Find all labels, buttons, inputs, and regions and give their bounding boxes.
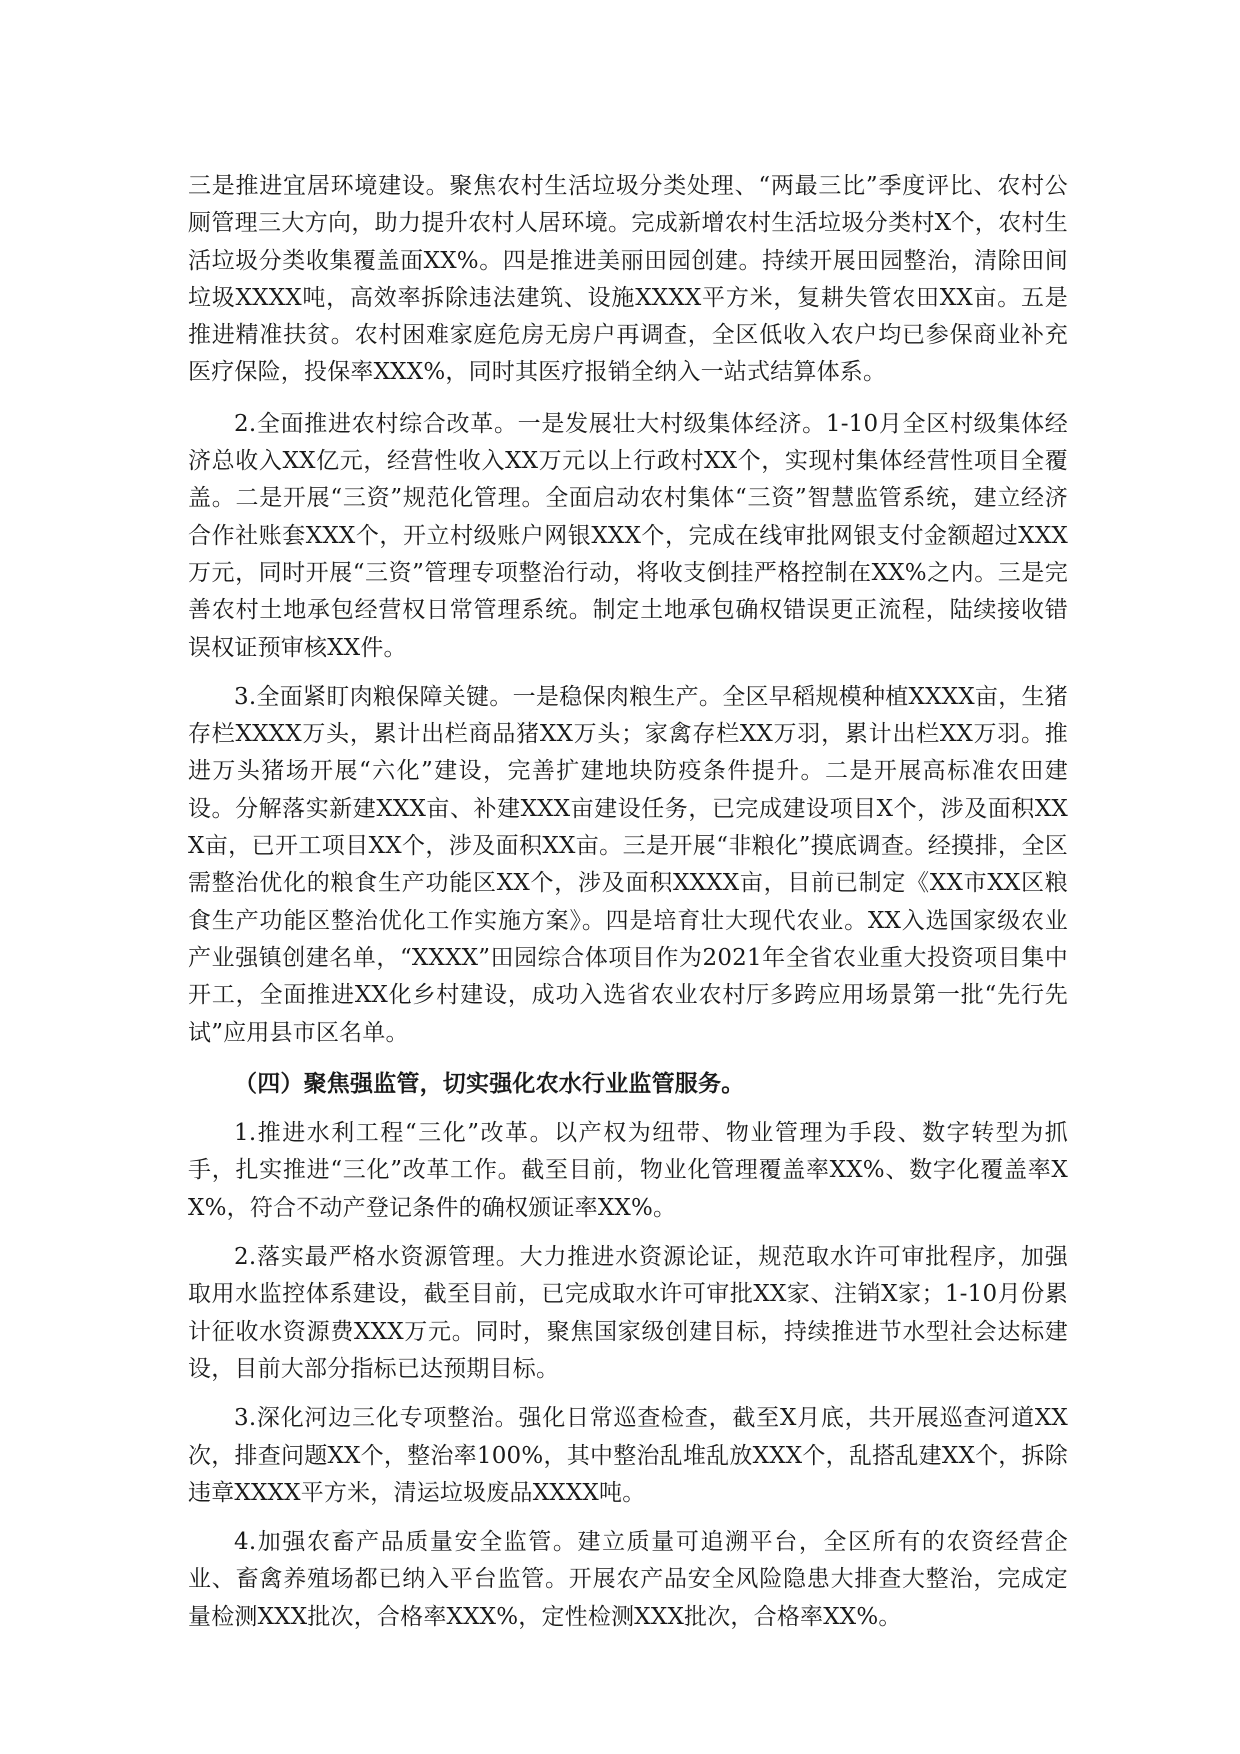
- paragraph-rural-environment: 三是推进宜居环境建设。聚焦农村生活垃圾分类处理、“两最三比”季度评比、农村公厕管理三大方向，助力提升农村人居环境。完成新增农村生活垃圾分类村X个，农村生活垃圾分类收集覆盖面XX%。四是推进美丽田园创建。持续开展田园整治，清除田间垃圾XXXX吨，高效率拆除违法建筑、设施XXXX平方米，复耕失管农田XX亩。五是推进精准扶贫。农村困难家庭危房无房户再调查，全区低收入农户均已参保商业补充医疗保险，投保率XXX%，同时其医疗报销全纳入一站式结算体系。: [188, 173, 1068, 386]
- paragraph-food-security: 3.全面紧盯肉粮保障关键。一是稳保肉粮生产。全区早稻规模种植XXXX亩，生猪存栏XXXX万头，累计出栏商品猪XX万头；家禽存栏XX万羽，累计出栏XX万羽。推进万头猪场开展“六化”建设，完善扩建地块防疫条件提升。二是开展高标准农田建设。分解落实新建XXX亩、补建XXX亩建设任务，已完成建设项目X个，涉及面积XXX亩，已开工项目XX个，涉及面积XX亩。三是开展“非粮化”摸底调查。经摸排，全区需整治优化的粮食生产功能区XX个，涉及面积XXXX亩，目前已制定《XX市XX区粮食生产功能区整治优化工作实施方案》。四是培育壮大现代农业。XX入选国家级农业产业强镇创建名单，“XXXX”田园综合体项目作为2021年全省农业重大投资项目集中开工，全面推进XX化乡村建设，成功入选省农业农村厅多跨应用场景第一批“先行先试”应用县市区名单。: [188, 683, 1068, 1046]
- paragraph-product-safety: 4.加强农畜产品质量安全监管。建立质量可追溯平台，全区所有的农资经营企业、畜禽养殖场都已纳入平台监管。开展农产品安全风险隐患大排查大整治，完成定量检测XXX批次，合格率XXX%，定性检测XXX批次，合格率XX%。: [188, 1529, 1068, 1630]
- paragraph-water-management: 2.落实最严格水资源管理。大力推进水资源论证，规范取水许可审批程序，加强取用水监控体系建设，截至目前，已完成取水许可审批XX家、注销X家；1-10月份累计征收水资源费XXX万元。同时，聚焦国家级创建目标，持续推进节水型社会达标建设，目前大部分指标已达预期目标。: [188, 1244, 1068, 1382]
- document-body: [188, 168, 1068, 1636]
- section-heading: （四）聚焦强监管，切实强化农水行业监管服务。: [234, 1070, 745, 1097]
- paragraph-rural-reform: 2.全面推进农村综合改革。一是发展壮大村级集体经济。1-10月全区村级集体经济总收入XX亿元，经营性收入XX万元以上行政村XX个，实现村集体经营性项目全覆盖。二是开展“三资”规范化管理。全面启动农村集体“三资”智慧监管系统，建立经济合作社账套XXX个，开立村级账户网银XXX个，完成在线审批网银支付金额超过XXX万元，同时开展“三资”管理专项整治行动，将收支倒挂严格控制在XX%之内。三是完善农村土地承包经营权日常管理系统。制定土地承包确权错误更正流程，陆续接收错误权证预审核XX件。: [188, 410, 1068, 661]
- paragraph-water-reform: 1.推进水利工程“三化”改革。以产权为纽带、物业管理为手段、数字转型为抓手，扎实推进“三化”改革工作。截至目前，物业化管理覆盖率XX%、数字化覆盖率XX%，符合不动产登记条件的确权颁证率XX%。: [188, 1120, 1068, 1221]
- paragraph-river-rectification: 3.深化河边三化专项整治。强化日常巡查检查，截至X月底，共开展巡查河道XX次，排查问题XX个，整治率100%，其中整治乱堆乱放XXX个，乱搭乱建XX个，拆除违章XXXX平方米，清运垃圾废品XXXX吨。: [188, 1405, 1068, 1506]
